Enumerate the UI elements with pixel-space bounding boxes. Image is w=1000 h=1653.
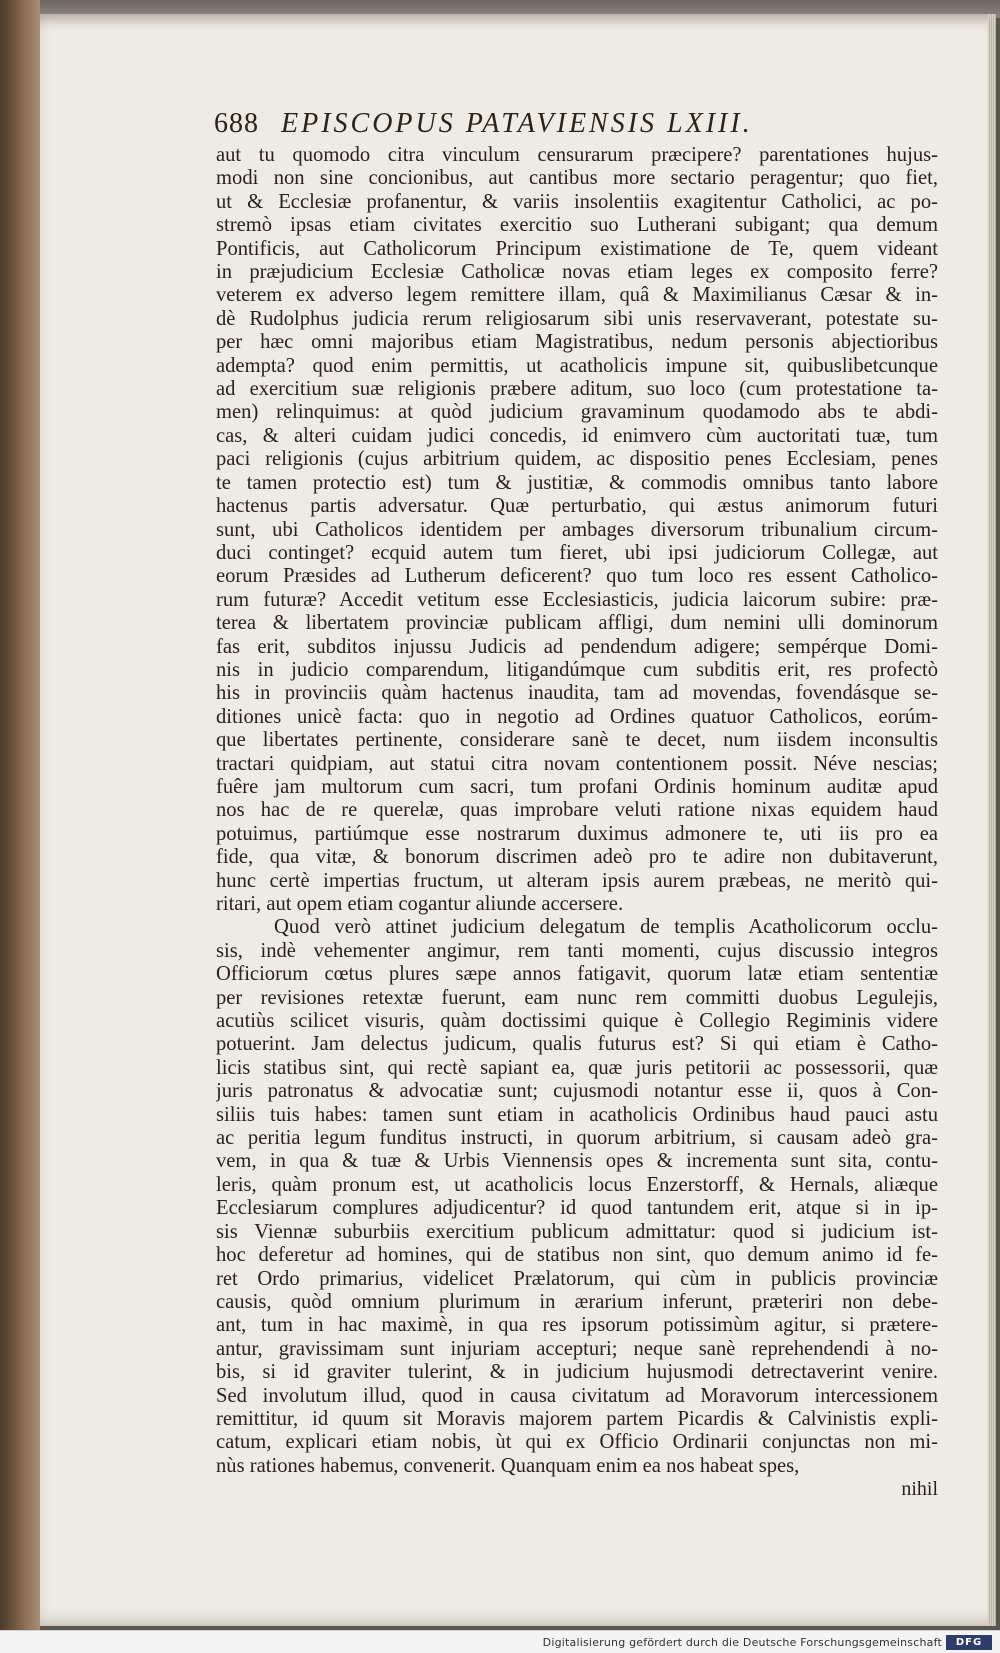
funding-credit: Digitalisierung gefördert durch die Deutsche Forschungsgemeinschaft <box>542 1636 942 1649</box>
text-line: nùs rationes habemus, convenerit. Quanquam enim ea nos habeat spes, <box>216 1454 800 1477</box>
text-line: in præjudicium Ecclesiæ Catholicæ novas etiam leges ex composito ferre? <box>216 261 938 284</box>
text-line: per hæc omni majoribus etiam Magistratibus, nedum personis abjectioribus <box>216 331 938 354</box>
text-line: aut tu quomodo citra vinculum censurarum præcipere? parentationes hujus- <box>216 144 938 166</box>
text-line: stremò ipsas etiam civitates exercitio suo Lutherani subigant; qua demum <box>216 214 938 237</box>
text-line: rum futuræ? Accedit vetitum esse Ecclesiasticis, judicia laicorum subire: præ- <box>216 588 938 611</box>
text-line: nis in judicio comparendum, litigandúmque cum subditis erit, res profectò <box>216 658 938 681</box>
text-line: antur, gravissimam sunt injuriam accepturi; neque sanè reprehendendi à no- <box>216 1337 938 1360</box>
text-line: bis, si id graviter tulerint, & in judicium hujusmodi detrectaverint venire. <box>216 1361 938 1384</box>
text-line: tractari quidpiam, aut statui citra novam contentionem possit. Néve nescias; <box>216 752 938 775</box>
text-line: ant, tum in hac maximè, in qua res ipsorum potissimùm agitur, si prætere- <box>216 1314 938 1337</box>
text-line: siliis tuis habes: tamen sunt etiam in acatholicis Ordinibus haud pauci astu <box>216 1103 938 1126</box>
text-line: Sed involutum illud, quod in causa civitatum ad Moravorum intercessionem <box>216 1384 938 1407</box>
footer-bar <box>0 1630 1000 1653</box>
text-line: veterem ex adverso legem remittere illam, quâ & Maximilianus Cæsar & in- <box>216 284 938 307</box>
text-line: adempta? quod enim permittis, ut acatholicis impune sit, quibuslibetcunque <box>216 354 938 377</box>
text-line: his in provinciis quàm hactenus inaudita, tam ad movendas, fovendásque se- <box>216 682 938 705</box>
text-line: eorum Præsides ad Lutherum deficerent? quo tum loco res essent Catholico- <box>216 565 938 588</box>
text-line: fas erit, subditos injussu Judicis ad pendendum adigere; sempérque Domi- <box>216 635 938 658</box>
text-line: causis, quòd omnium plurimum in ærarium inferunt, præteriri non debe- <box>216 1290 938 1313</box>
text-line: te tamen protectio est) tum & justitiæ, & commodis omnibus tanto labore <box>216 471 938 494</box>
book-spine <box>0 0 40 1653</box>
text-line: ditiones unicè facta: quo in negotio ad Ordines quatuor Catholicos, eorúm- <box>216 705 938 728</box>
page-number: 688 <box>214 108 259 139</box>
text-line: ad exercitium suæ religionis præbere aditum, suo loco (cum protestatione ta- <box>216 378 938 401</box>
text-line: sunt, ubi Catholicos identidem per ambages diversorum tribunalium circum- <box>216 518 938 541</box>
text-line: remittitur, id quum sit Moravis majorem partem Picardis & Calvinistis expli- <box>216 1407 938 1430</box>
page-edges <box>988 14 996 1626</box>
text-line: potuimus, partiúmque esse nostrarum duximus admonere te, uti iis pro ea <box>216 822 938 845</box>
text-line: Pontificis, aut Catholicorum Principum existimatione de Te, quem videant <box>216 237 938 260</box>
running-title: EPISCOPUS PATAVIENSIS LXIII. <box>281 108 753 139</box>
text-line: Quod verò attinet judicium delegatum de templis Acatholicorum occlu- <box>274 916 938 939</box>
text-line: catum, explicari etiam nobis, ùt qui ex Officio Ordinarii conjunctas non mi- <box>216 1431 938 1454</box>
text-line: acutiùs scilicet visuris, quàm doctissimi quique è Collegio Regiminis videre <box>216 1010 938 1033</box>
text-line: per revisiones retextæ fuerunt, eam nunc rem committi duobus Legulejis, <box>216 986 938 1009</box>
text-line: ritari, aut opem etiam cogantur aliunde accersere. <box>216 893 624 915</box>
text-line: modi non sine concionibus, aut cantibus more sectario peragentur; quo fiet, <box>216 167 938 190</box>
text-line: ret Ordo primarius, videlicet Prælatorum, qui cùm in publicis provinciæ <box>216 1267 938 1290</box>
text-line: potuerint. Jam delectus judicum, qualis futurus est? Si qui etiam è Catho- <box>216 1033 938 1056</box>
text-line: fuêre jam multorum cum sacri, tum profani Ordinis hominum auditæ apud <box>216 775 938 798</box>
text-line: Officiorum cœtus plures sæpe annos fatigavit, quorum latæ etiam sententiæ <box>216 963 938 986</box>
text-line: vem, in qua & tuæ & Urbis Viennensis opes & incrementa sunt sita, contu- <box>216 1150 938 1173</box>
text-line: Ecclesiarum complures adjudicentur? id quod tantundem erit, atque si in ip- <box>216 1197 938 1220</box>
text-line: leris, quàm pronum est, ut acatholicis locus Enzerstorff, & Hernals, aliæque <box>216 1173 938 1196</box>
text-line: fide, qua vitæ, & bonorum discrimen adeò pro te adire non dubitaverunt, <box>216 846 938 869</box>
text-line: que libertates pertinente, considerare sanè te decet, num iisdem inconsultis <box>216 729 938 752</box>
text-line: paci religionis (cujus arbitrium quidem, ac dispositio penes Ecclesiam, penes <box>216 448 938 471</box>
text-line: sis Viennæ suburbiis exercitium publicum admittatur: quod si judicium ist- <box>216 1220 938 1243</box>
text-line: cas, & alteri cuidam judici concedis, id enimvero cùm auctoritati tuæ, tum <box>216 424 938 447</box>
dfg-logo: DFG <box>946 1635 992 1650</box>
body-text <box>216 144 938 1478</box>
text-line: ut & Ecclesiæ profanentur, & variis insolentiis exagitentur Catholici, ac po- <box>216 190 938 213</box>
text-line: duci continget? ecquid autem tum fieret, ubi ipsi judiciorum Collegæ, aut <box>216 541 938 564</box>
text-line: nos hac de re querelæ, quas improbare veluti ratione nixas equidem haud <box>216 799 938 822</box>
text-line: men) relinquimus: at quòd judicium gravaminum quodamodo abs te abdi- <box>216 401 938 424</box>
text-line: sis, indè vehementer angimur, rem tanti momenti, cujus discussio integros <box>216 939 938 962</box>
text-line: licis statibus sint, qui rectè sapiant ea, quæ juris petitorii ac possessorii, quæ <box>216 1056 938 1079</box>
catchword: nihil <box>901 1478 938 1500</box>
text-line: hoc deferetur ad homines, qui de statibus non sint, quo demum animo id fe- <box>216 1244 938 1267</box>
text-line: hunc certè impertias fructum, ut alteram ipsis aurem præbeas, ne meritò qui- <box>216 869 938 892</box>
text-line: dè Rudolphus judicia rerum religiosarum sibi unis reservaverant, potestate su- <box>216 307 938 330</box>
page-header <box>214 108 834 142</box>
text-line: hactenus partis adversatur. Quæ perturbatio, qui æstus animorum futuri <box>216 495 938 518</box>
text-line: juris patronatus & advocatiæ sunt; cujusmodi notantur esse ii, quos à Con- <box>216 1080 938 1103</box>
text-line: terea & libertatem provinciæ publicam affligi, dum nemini ulli dominorum <box>216 612 938 635</box>
text-line: ac peritia legum funditus instructi, in quorum arbitrium, si causam adeò gra- <box>216 1127 938 1150</box>
